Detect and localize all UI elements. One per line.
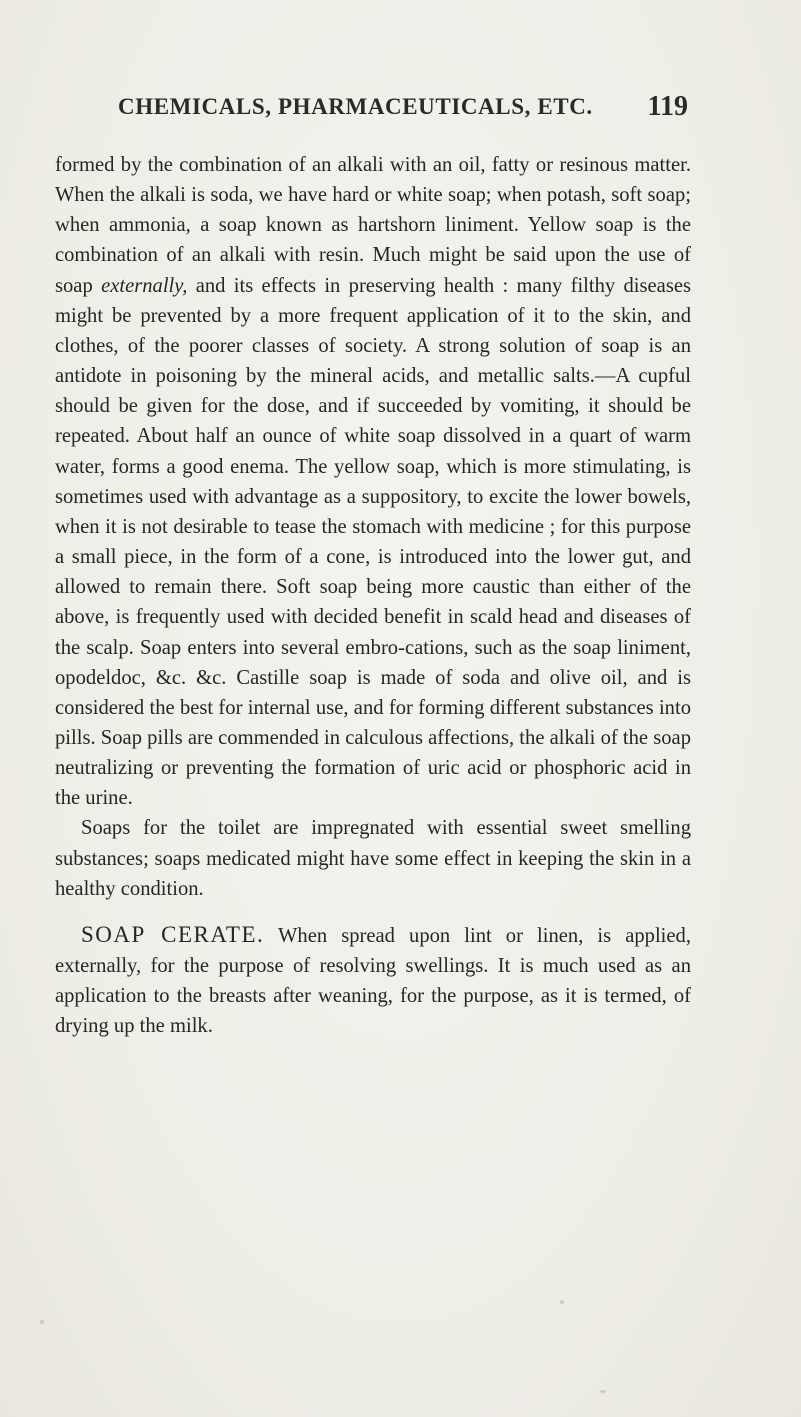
scan-speck [40,1320,44,1324]
emphasis-externally: externally, [101,274,188,297]
paragraph-soap [55,150,691,813]
page-header [118,91,688,128]
body-text [55,150,691,1042]
paragraph-soap-text-a: formed by the combination of an alkali with an oil, fatty or resinous matter. When the alkali is soda, we have hard or white soap; when potash, soft soap; when ammonia, a soap known as hartshorn liniment. Yellow soap is the combination of an alkali with resin. Much might be said upon the use of soap [55,154,691,297]
entry-soap-cerate [55,920,691,1042]
paragraph-soap-text-b: and its effects in preserving health : many filthy diseases might be prevented by a more frequent application of it to the skin, and clothes, of the poorer classes of society. A strong solution of soap is an antidote in poisoning by the mineral acids, and metallic salts.—A cupful should be given for the dose, and if succeeded by vomiting, it should be repeated. About half an ounce of white soap dissolved in a quart of warm water, forms a good enema. The yellow soap, which is more stimulating, is sometimes used with advantage as a suppository, to excite the lower bowels, when it is not desirable to tease the stomach with medicine ; for this purpose a small piece, in the form of a cone, is introduced into the lower gut, and allowed to remain there. Soft soap being more caustic than either of the above, is frequently used with decided benefit in scald head and diseases of the scalp. Soap enters into several embro-cations, such as the soap liniment, opodeldoc, &c. &c. Castille soap is made of soda and olive oil, and is considered the best for internal use, and for forming different substances into pills. Soap pills are commended in calculous affections, the alkali of the soap neutralizing or preventing the formation of uric acid or phosphoric acid in the urine. [55,274,691,810]
page-number: 119 [647,91,688,122]
scan-speck [600,1390,606,1393]
entry-text: When spread upon lint or linen, is applied, externally, for the purpose of resolving swellings. It is much used as an application to the breasts after weaning, for the purpose, as it is termed, of drying up the milk. [55,924,691,1038]
scan-speck [560,1300,564,1304]
entry-heading: SOAP CERATE. [81,921,265,947]
running-head: CHEMICALS, PHARMACEUTICALS, ETC. [118,94,593,119]
paragraph-toilet-soaps: Soaps for the toilet are impregnated with essential sweet smelling substances; soaps medicated might have some effect in keeping the skin in a healthy condition. [55,817,691,900]
